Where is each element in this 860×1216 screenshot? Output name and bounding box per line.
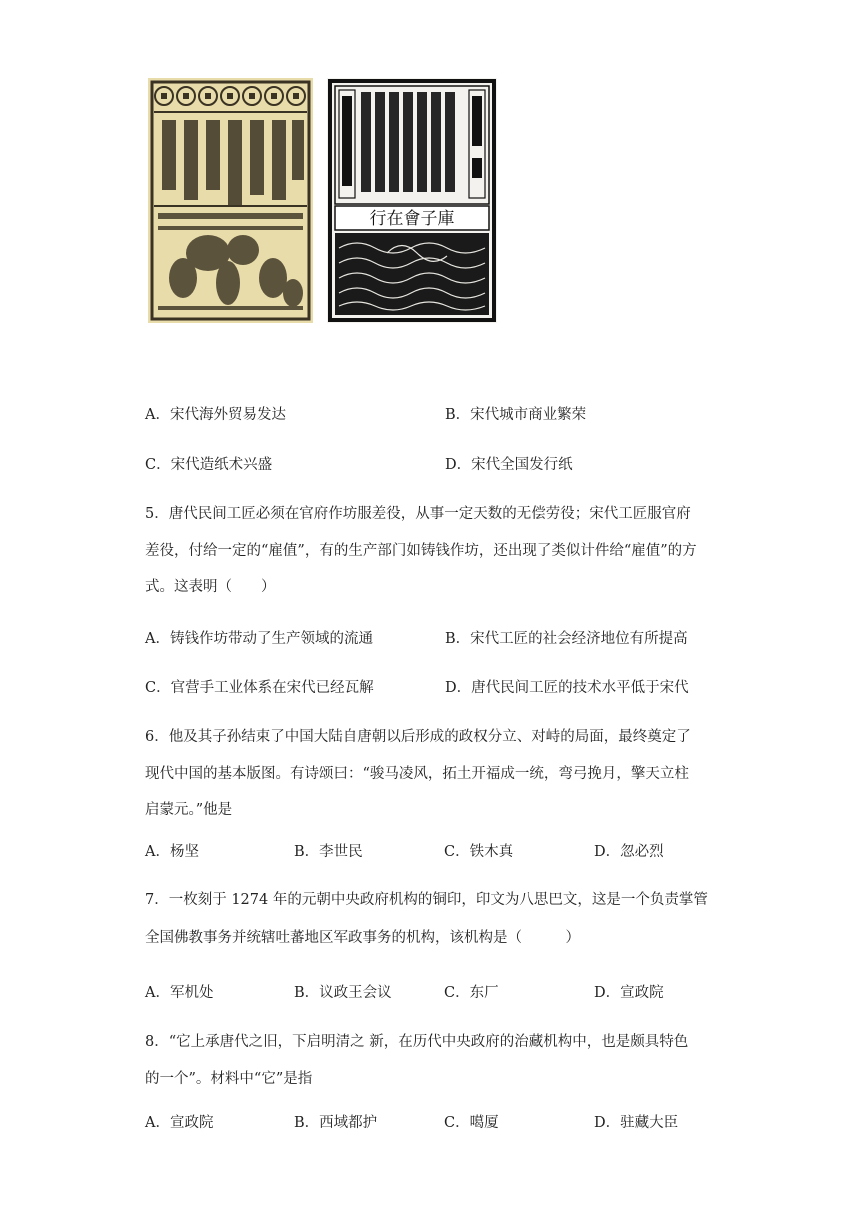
q8-option-a[interactable]: A．宣政院 <box>145 1115 214 1131</box>
q8-stem-line-2: 的一个”。材料中“它”是指 <box>145 1071 313 1087</box>
q7-option-b[interactable]: B．议政王会议 <box>294 985 392 1001</box>
q4-option-a[interactable]: A．宋代海外贸易发达 <box>145 407 286 423</box>
q7-option-a[interactable]: A．军机处 <box>145 985 214 1001</box>
q5-option-d[interactable]: D．唐代民间工匠的技术水平低于宋代 <box>445 680 689 696</box>
q5-stem-line-2: 差役，付给一定的“雇值”，有的生产部门如铸钱作坊，还出现了类似计件给“雇值”的方 <box>145 543 697 559</box>
q6-option-c[interactable]: C．铁木真 <box>444 844 514 860</box>
q4-option-c[interactable]: C．宋代造纸术兴盛 <box>145 457 273 473</box>
q8-option-d[interactable]: D．驻藏大臣 <box>594 1115 679 1131</box>
q6-option-a[interactable]: A．杨坚 <box>145 844 199 860</box>
q4-option-d[interactable]: D．宋代全国发行纸 <box>445 457 573 473</box>
q6-stem-line-1: 6．他及其子孙结束了中国大陆自唐朝以后形成的政权分立、对峙的局面，最终奠定了 <box>145 729 691 745</box>
q6-stem-line-3: 启蒙元。”他是 <box>145 802 233 818</box>
q8-option-c[interactable]: C．噶厦 <box>444 1115 499 1131</box>
q5-option-b[interactable]: B．宋代工匠的社会经济地位有所提高 <box>445 631 688 647</box>
q5-option-c[interactable]: C．官营手工业体系在宋代已经瓦解 <box>145 680 374 696</box>
q7-stem-line-1: 7．一枚刻于 1274 年的元朝中央政府机构的铜印，印文为八思巴文，这是一个负责掌管 <box>145 892 708 908</box>
q7-stem-line-2: 全国佛教事务并统辖吐蕃地区军政事务的机构，该机构是（ ） <box>145 930 580 946</box>
huizi-note-image <box>327 78 497 323</box>
huizi-banner-text: 行在會子庫 <box>369 209 455 229</box>
jiaozi-note-image <box>148 78 313 323</box>
q6-option-b[interactable]: B．李世民 <box>294 844 363 860</box>
q8-stem-line-1: 8．“它上承唐代之旧，下启明清之 新，在历代中央政府的治藏机构中，也是颇具特色 <box>145 1034 689 1050</box>
q7-option-c[interactable]: C．东厂 <box>444 985 499 1001</box>
q7-option-d[interactable]: D．宣政院 <box>594 985 664 1001</box>
q8-option-b[interactable]: B．西域都护 <box>294 1115 378 1131</box>
q5-stem-line-1: 5．唐代民间工匠必须在官府作坊服差役，从事一定天数的无偿劳役；宋代工匠服官府 <box>145 506 691 522</box>
q5-stem-line-3: 式。这表明（ ） <box>145 579 276 595</box>
q5-option-a[interactable]: A．铸钱作坊带动了生产领域的流通 <box>145 631 373 647</box>
q6-stem-line-2: 现代中国的基本版图。有诗颂曰：“骏马凌风，拓土开福成一统，弯弓挽月，擎天立柱 <box>145 766 689 782</box>
q6-option-d[interactable]: D．忽必烈 <box>594 844 664 860</box>
q4-option-b[interactable]: B．宋代城市商业繁荣 <box>445 407 587 423</box>
